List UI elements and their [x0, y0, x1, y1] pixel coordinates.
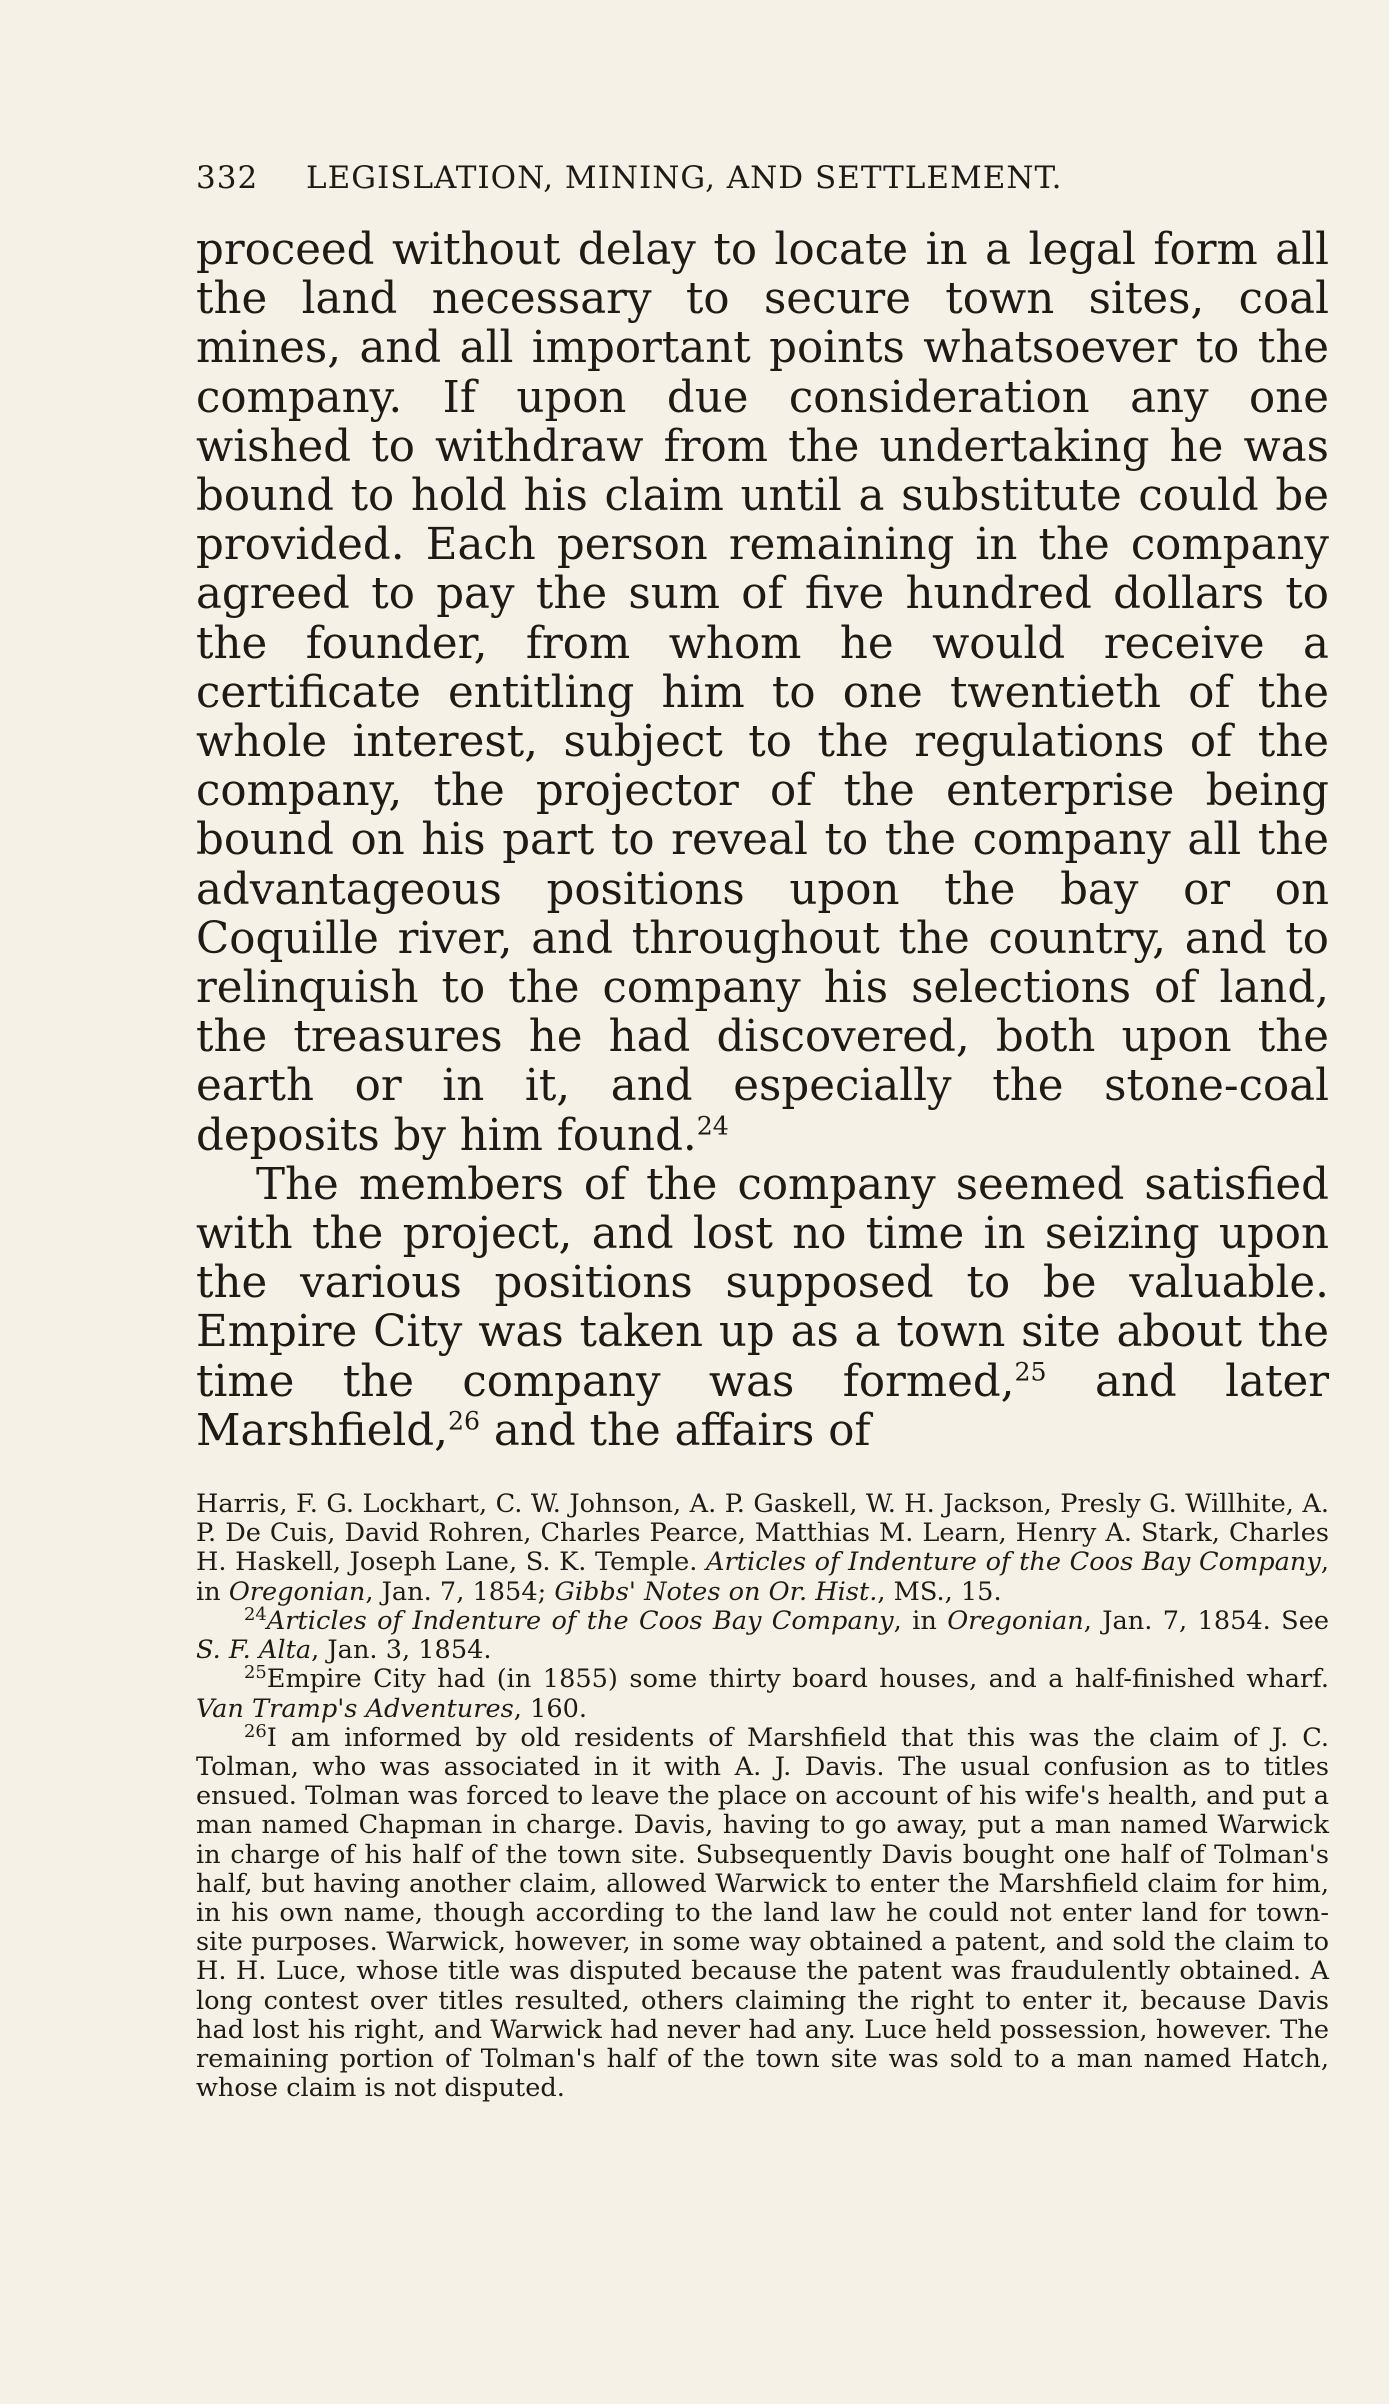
footnote-26: [196, 1720, 1329, 2104]
footnote-text: , in: [196, 1547, 1329, 1607]
citation-title: Van Tramp's Adventures: [196, 1693, 514, 1724]
footnote-text: , Jan. 7, 1854;: [365, 1576, 555, 1607]
paragraph-text: and the affairs of: [480, 1405, 871, 1456]
body-paragraph: [196, 226, 1329, 1161]
paragraph-text: The members of the company seemed satisfied with the project, and lost no time in seizing upon the various positions supposed to be valuable. Empire City was taken up as a town site about the time the company was formed,: [196, 1159, 1329, 1407]
citation-title: Articles of Indenture of the Coos Bay Company: [706, 1547, 1321, 1578]
footnote-number: 25: [244, 1662, 267, 1684]
footnote-number: 26: [244, 1720, 267, 1742]
footnote-continuation: [196, 1490, 1329, 1607]
citation-title: Gibbs' Notes on Or. Hist.: [554, 1576, 878, 1607]
footnote-ref: 26: [447, 1406, 481, 1436]
footnote-25: [196, 1662, 1329, 1724]
footnote-ref: 25: [1014, 1357, 1047, 1387]
footnote-number: 24: [244, 1603, 267, 1625]
footnote-text: , 160.: [513, 1693, 588, 1724]
footnote-text: , in: [893, 1605, 948, 1636]
citation-title: Oregonian: [228, 1576, 366, 1607]
footnote-text: , MS., 15.: [877, 1576, 1002, 1607]
footnote-24: [196, 1603, 1329, 1666]
footnote-text: , Jan. 7, 1854. See: [1083, 1605, 1329, 1636]
footnote-text: Harris, F. G. Lockhart, C. W. Johnson, A. P. Gaskell, W. H. Jackson, Presly G. Willhite, A. P. De Cuis, David Rohren, Charles Pearce, Matthias M. Learn, Henry A. Stark, Charles H. Haskell, Joseph Lane, S. K. Temple.: [196, 1489, 1329, 1578]
body-paragraph: [196, 1161, 1329, 1456]
running-title: LEGISLATION, MINING, AND SETTLEMENT.: [306, 160, 1063, 196]
citation-title: Articles of Indenture of the Coos Bay Company: [266, 1605, 894, 1636]
citation-title: Oregonian: [947, 1605, 1084, 1636]
footnote-text: , Jan. 3, 1854.: [311, 1635, 492, 1666]
main-text: [196, 226, 1329, 1456]
page-number: 332: [196, 160, 259, 196]
footnote-text: Empire City had (in 1855) some thirty board houses, and a half-finished wharf.: [266, 1664, 1329, 1695]
footnote-ref: 24: [696, 1111, 729, 1141]
footnotes: [196, 1490, 1329, 2103]
running-header: [196, 160, 1329, 196]
footnote-text: I am informed by old residents of Marshfield that this was the claim of J. C. Tolman, who was associated in it with A. J. Davis. The usual confusion as to titles ensued. Tolman was forced to leave the place on account of his wife's health, and put a man named Chapman in charge. Davis, having to go away, put a man named Warwick in charge of his half of the town site. Subsequently Davis bought one half of Tolman's half, but having another claim, allowed Warwick to enter the Marshfield claim for him, in his own name, though according to the land law he could not enter land for town-site purposes. Warwick, however, in some way obtained a patent, and sold the claim to H. H. Luce, whose title was disputed because the patent was fraudulently obtained. A long contest over titles resulted, others claiming the right to enter it, because Davis had lost his right, and Warwick had never had any. Luce held possession, however. The remaining portion of Tolman's half of the town site was sold to a man named Hatch, whose claim is not disputed.: [196, 1722, 1329, 2104]
paragraph-text: proceed without delay to locate in a legal form all the land necessary to secure town sites, coal mines, and all important points whatsoever to the company. If upon due consideration any one wished to withdraw from the undertaking he was bound to hold his claim until a substitute could be provided. Each person remaining in the company agreed to pay the sum of five hundred dollars to the founder, from whom he would receive a certificate entitling him to one twentieth of the whole interest, subject to the regulations of the company, the projector of the enterprise being bound on his part to reveal to the company all the advantageous positions upon the bay or on Coquille river, and throughout the country, and to relinquish to the company his selections of land, the treasures he had discovered, both upon the earth or in it, and especially the stone-coal deposits by him found.: [196, 225, 1329, 1161]
paragraph-text: and later Marshfield,: [196, 1356, 1329, 1456]
citation-title: S. F. Alta: [196, 1635, 312, 1666]
